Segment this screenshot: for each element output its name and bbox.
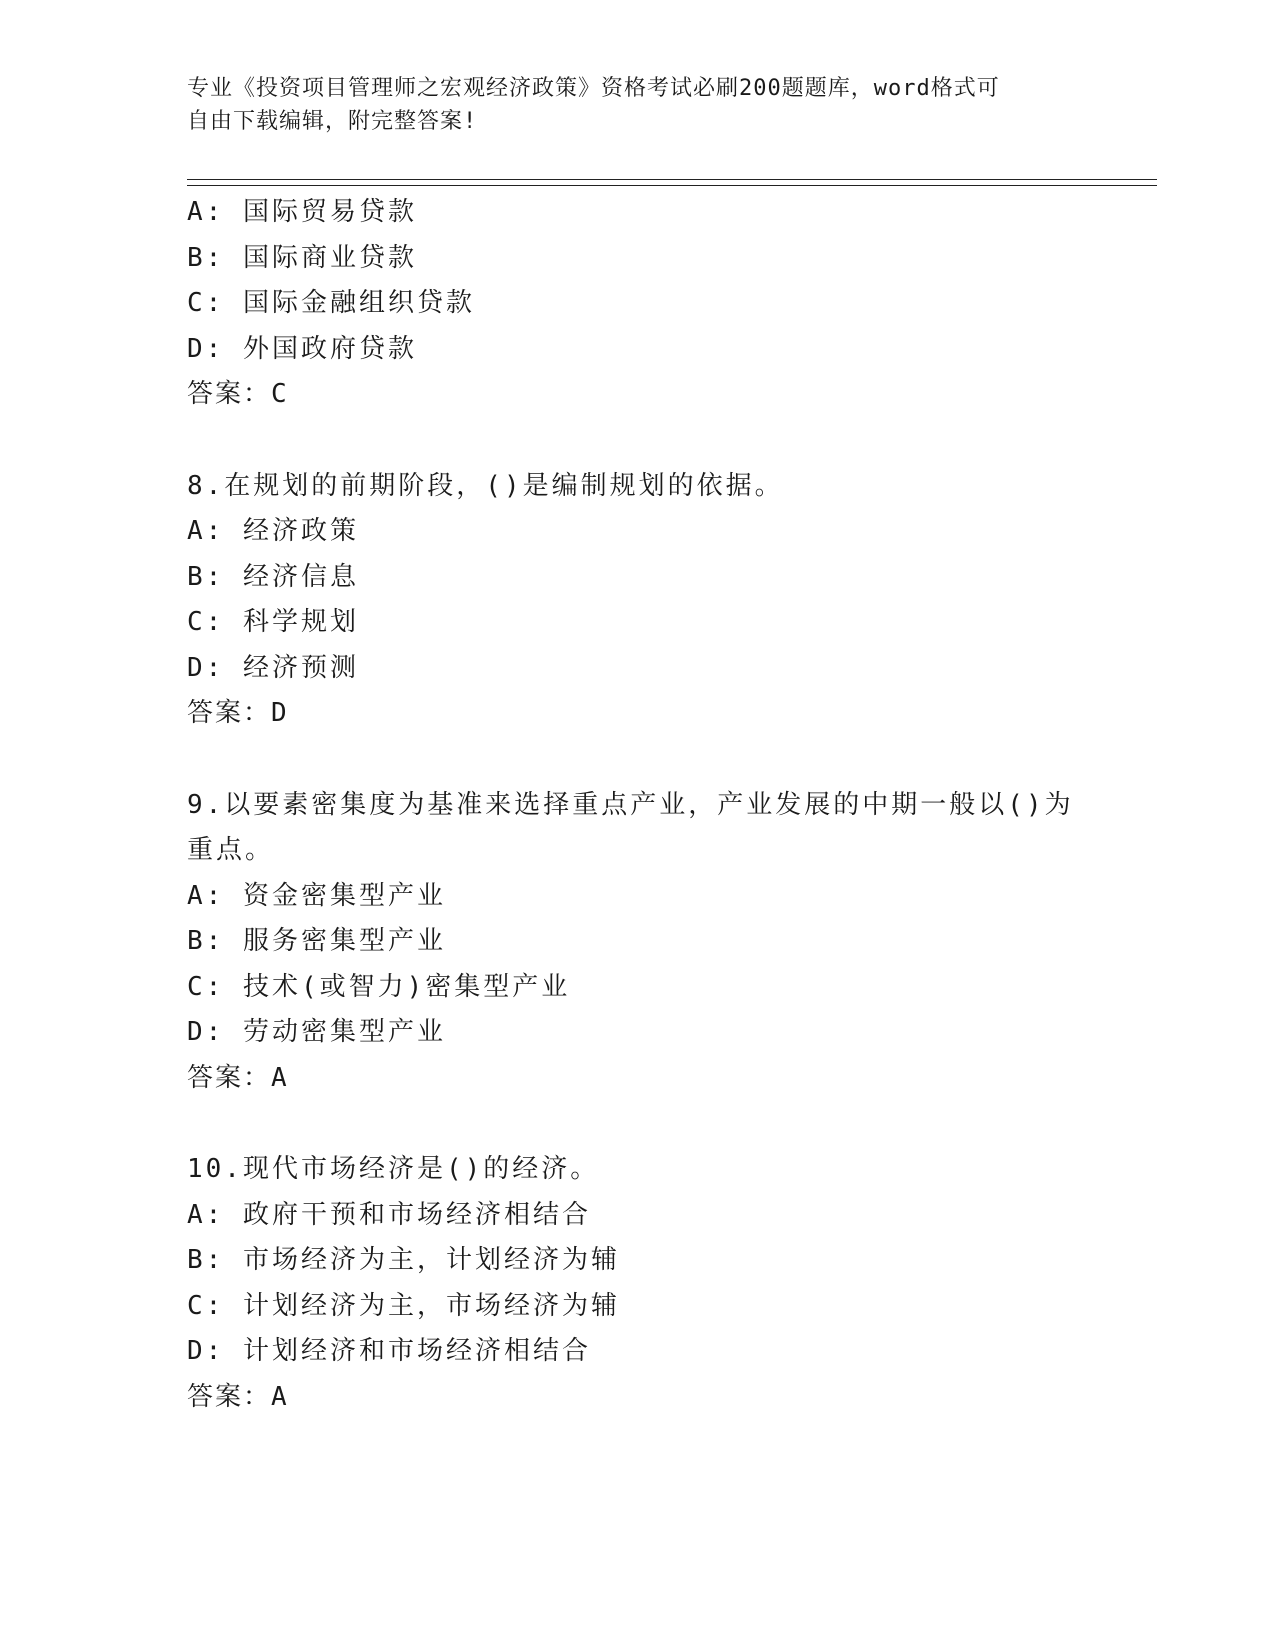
question-block-9 bbox=[187, 783, 1074, 1102]
answer-label: 答案： bbox=[187, 1062, 272, 1093]
question-stem: 8.在规划的前期阶段，()是编制规划的依据。 bbox=[187, 470, 784, 501]
answer-line bbox=[187, 372, 1067, 418]
answer-label: 答案： bbox=[187, 698, 272, 728]
question-stem: 9.以要素密集度为基准来选择重点产业，产业发展的中期一般以()为 bbox=[187, 789, 1074, 820]
answer-value: A bbox=[271, 1062, 289, 1093]
answer-line bbox=[187, 691, 1067, 737]
option-d: D: 经济预测 bbox=[187, 652, 359, 683]
answer-label: 答案： bbox=[187, 379, 272, 409]
header-divider-top bbox=[187, 179, 1157, 180]
question-spacer bbox=[187, 418, 1067, 464]
option-c: C: 科学规划 bbox=[187, 607, 359, 637]
header-title-line-2: 自由下载编辑，附完整答案! bbox=[187, 109, 478, 134]
question-stem-continued: 重点。 bbox=[187, 835, 275, 865]
question-spacer bbox=[187, 737, 1067, 783]
answer-value: A bbox=[271, 1381, 289, 1412]
question-block-partial bbox=[187, 190, 1067, 418]
question-list bbox=[187, 190, 1074, 1420]
option-b: B: 经济信息 bbox=[187, 561, 359, 592]
option-d: D: 外国政府贷款 bbox=[187, 333, 417, 364]
option-c: C: 计划经济为主，市场经济为辅 bbox=[187, 1290, 620, 1321]
option-d: D: 计划经济和市场经济相结合 bbox=[187, 1336, 591, 1366]
option-d: D: 劳动密集型产业 bbox=[187, 1017, 446, 1047]
option-a: A: 政府干预和市场经济相结合 bbox=[187, 1199, 591, 1230]
question-block-8 bbox=[187, 464, 1067, 737]
answer-value: C bbox=[271, 379, 289, 409]
answer-line bbox=[187, 1375, 1067, 1421]
option-c: C: 技术(或智力)密集型产业 bbox=[187, 971, 571, 1002]
document-header bbox=[187, 72, 1077, 138]
option-a: A: 资金密集型产业 bbox=[187, 880, 446, 911]
answer-line bbox=[187, 1056, 1067, 1102]
question-block-10 bbox=[187, 1147, 1067, 1420]
option-a: A: 经济政策 bbox=[187, 516, 359, 546]
option-c: C: 国际金融组织贷款 bbox=[187, 288, 475, 318]
answer-value: D bbox=[271, 698, 289, 728]
option-b: B: 市场经济为主，计划经济为辅 bbox=[187, 1245, 620, 1275]
question-spacer bbox=[187, 1101, 1067, 1147]
header-title-line-1: 专业《投资项目管理师之宏观经济政策》资格考试必刷200题题库，word格式可 bbox=[187, 76, 1000, 101]
question-stem: 10.现代市场经济是()的经济。 bbox=[187, 1154, 600, 1184]
option-b: B: 服务密集型产业 bbox=[187, 926, 446, 956]
header-divider-bottom bbox=[187, 185, 1157, 186]
answer-label: 答案： bbox=[187, 1381, 272, 1412]
option-a: A: 国际贸易贷款 bbox=[187, 197, 417, 227]
option-b: B: 国际商业贷款 bbox=[187, 242, 417, 273]
